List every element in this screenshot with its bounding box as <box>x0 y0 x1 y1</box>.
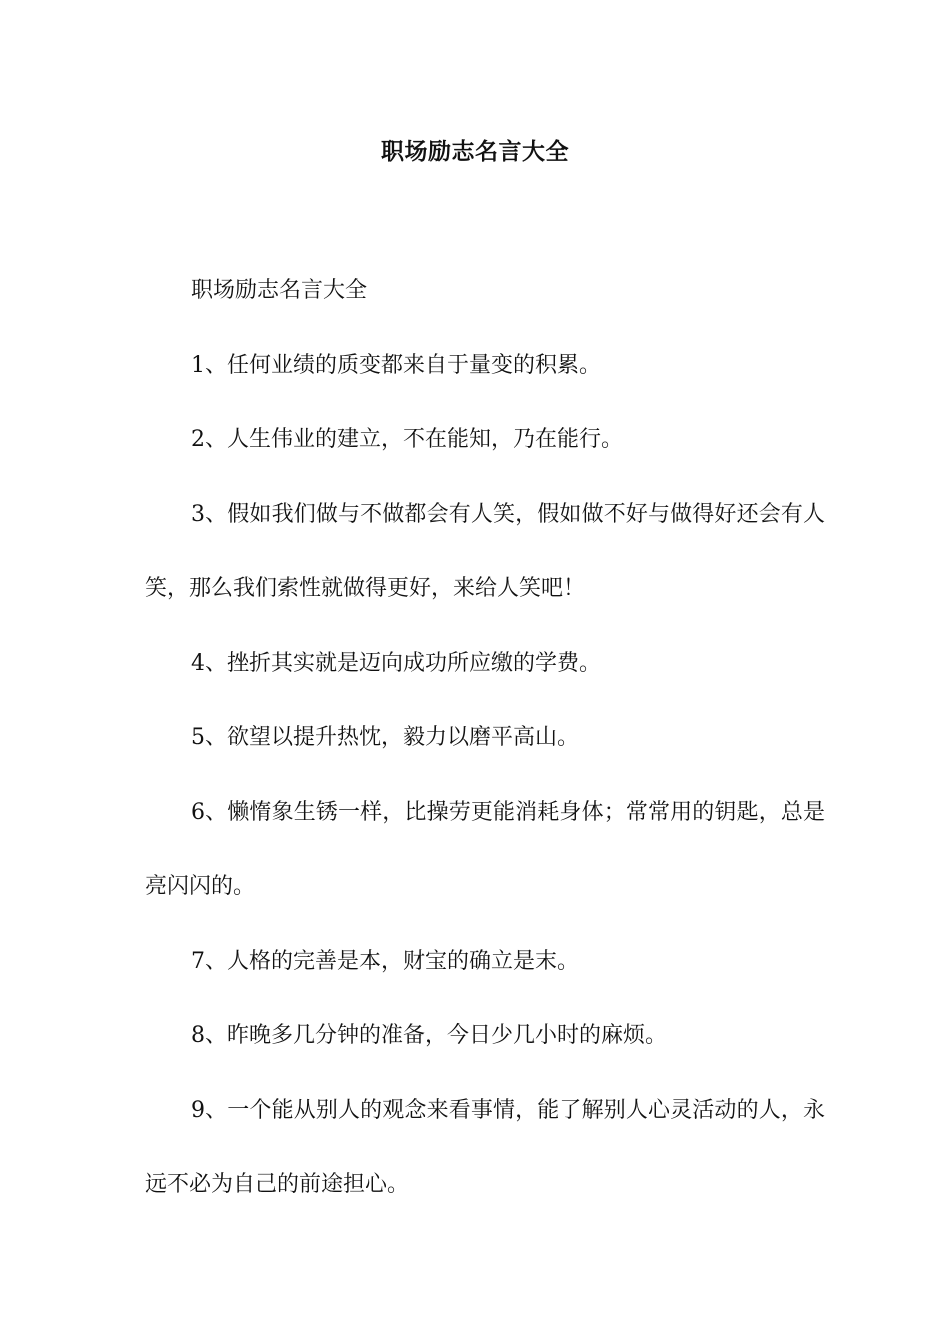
paragraph-quote-6: 6、懒惰象生锈一样，比操劳更能消耗身体；常常用的钥匙，总是亮闪闪的。 <box>145 799 825 899</box>
paragraph-quote-4: 4、挫折其实就是迈向成功所应缴的学费。 <box>191 650 601 676</box>
paragraph-quote-3: 3、假如我们做与不做都会有人笑，假如做不好与做得好还会有人笑，那么我们索性就做得更好，来给人笑吧！ <box>145 501 825 601</box>
paragraph-quote-9: 9、一个能从别人的观念来看事情，能了解别人心灵活动的人，永远不必为自己的前途担心。 <box>145 1097 825 1197</box>
paragraph-quote-7: 7、人格的完善是本，财宝的确立是末。 <box>191 948 579 974</box>
paragraph-quote-2: 2、人生伟业的建立，不在能知，乃在能行。 <box>191 427 623 452</box>
paragraph-quote-1: 1、任何业绩的质变都来自于量变的积累。 <box>191 352 601 378</box>
paragraph-quote-5: 5、欲望以提升热忱，毅力以磨平高山。 <box>191 725 579 750</box>
document-title: 职场励志名言大全 <box>381 138 569 165</box>
document-body <box>145 254 825 1223</box>
paragraph-heading: 职场励志名言大全 <box>191 278 368 303</box>
paragraph-quote-8: 8、昨晚多几分钟的准备，今日少几小时的麻烦。 <box>191 1023 667 1048</box>
